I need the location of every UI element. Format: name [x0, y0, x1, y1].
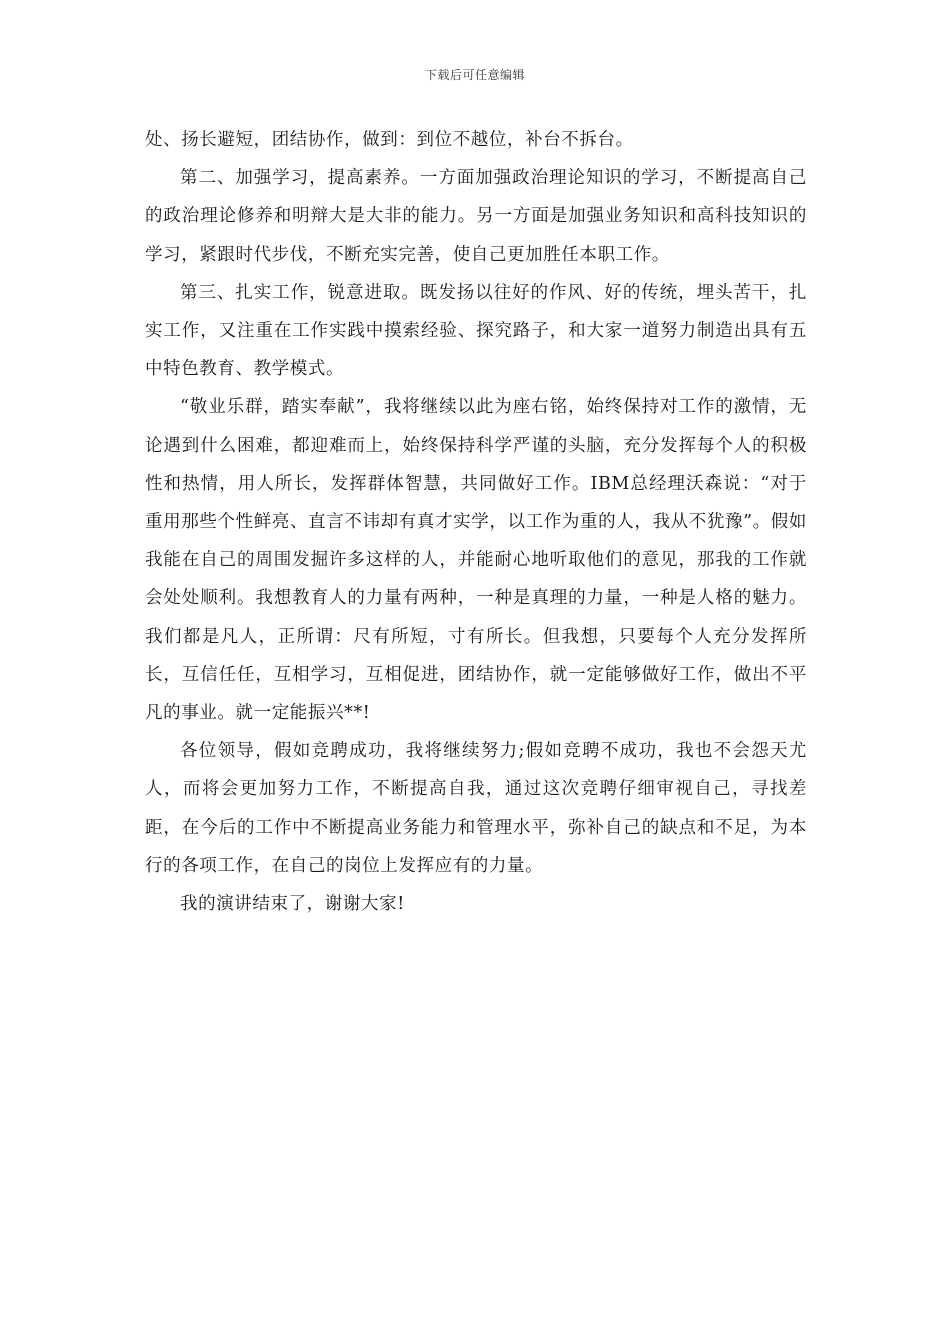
paragraph-continuation: 处、扬长避短，团结协作，做到：到位不越位，补台不拆台。 — [145, 130, 634, 150]
paragraph-leaders: 各位领导，假如竞聘成功，我将继续努力;假如竞聘不成功，我也不会怨天尤人，而将会更加努力工作，不断提高自我，通过这次竞聘仔细审视自己，寻找差距，在今后的工作中不断提高业务能力和管理水平，弥补自己的缺点和不足，为本行的各项工作，在自己的岗位上发挥应有的力量。 — [145, 741, 807, 876]
page-header-note: 下载后可任意编辑 — [424, 68, 525, 82]
paragraph-work: 第三、扎实工作，锐意进取。既发扬以往好的作风、好的传统，埋头苦干，扎实工作，又注重在工作实践中摸索经验、探究路子，和大家一道努力制造出具有五中特色教育、教学模式。 — [145, 282, 807, 380]
paragraph-study: 第二、加强学习，提高素养。一方面加强政治理论知识的学习，不断提高自己的政治理论修养和明辩大是大非的能力。另一方面是加强业务知识和高科技知识的学习，紧跟时代步伐，不断充实完善，使自己更加胜任本职工作。 — [145, 168, 807, 265]
paragraph-closing: 我的演讲结束了，谢谢大家! — [180, 894, 405, 915]
paragraph-motto: “敬业乐群，踏实奉献”，我将继续以此为座右铭，始终保持对工作的激情，无论遇到什么困难，都迎难而上，始终保持科学严谨的头脑，充分发挥每个人的积极性和热情，用人所长，发挥群体智慧，共同做好工作。IBM总经理沃森说：“对于重用那些个性鲜亮、直言不讳却有真才实学，以工作为重的人，我从不犹豫”。假如我能在自己的周围发掘许多这样的人，并能耐心地听取他们的意见，那我的工作就会处处顺利。我想教育人的力量有两种，一种是真理的力量，一种是人格的魅力。我们都是凡人，正所谓：尺有所短，寸有所长。但我想，只要每个人充分发挥所长，互信任任，互相学习，互相促进，团结协作，就一定能够做好工作，做出不平凡的事业。就一定能振兴**! — [145, 397, 807, 724]
document-body — [145, 121, 807, 923]
